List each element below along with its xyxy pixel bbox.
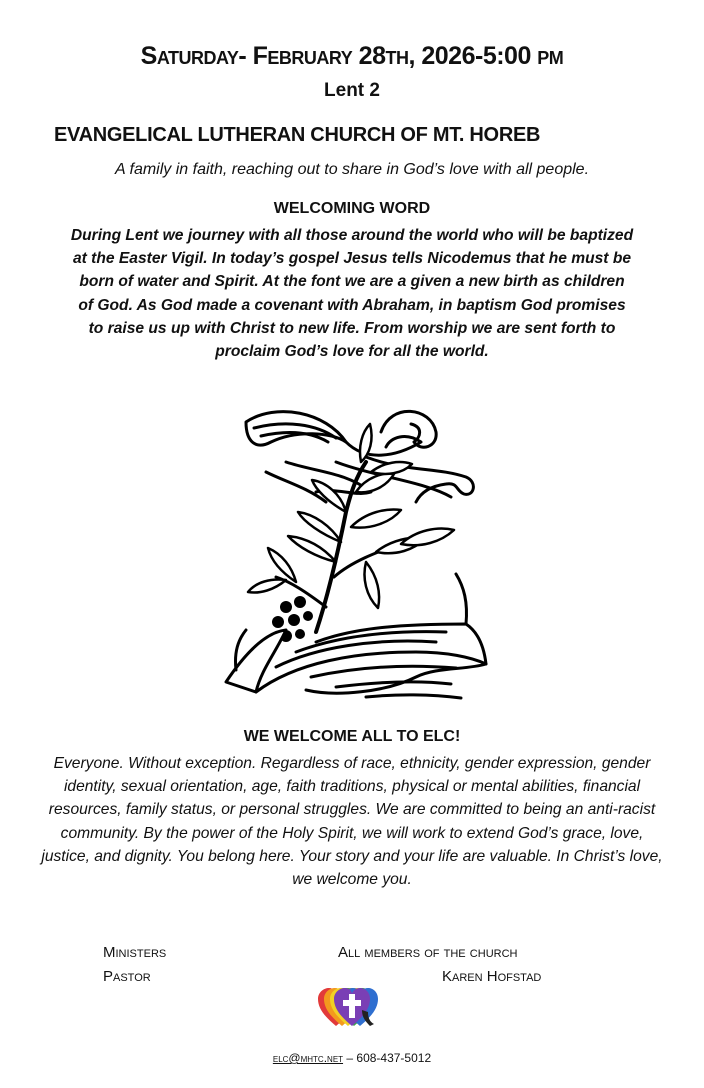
pastor-label: Pastor xyxy=(103,968,151,985)
footer-phone: 608-437-5012 xyxy=(356,1051,432,1065)
pastor-value: Karen Hofstad xyxy=(442,968,542,985)
ministers-value: All members of the church xyxy=(338,944,518,961)
service-date: Saturday- February 28th, 2026-5:00 pm xyxy=(140,42,564,70)
welcoming-word-body: During Lent we journey with all those around the world who will be baptized at the Easter Vigil. In today’s gospel Jesus tells Nicodemus that he must be born of water and Spirit. At the font we are a given a new birth as children of God. As God made a covenant with Abraham, in baptism God promises to raise us up with Christ to new life. From worship we are sent forth to proclaim God’s love for all the world. xyxy=(70,227,634,361)
church-name: EVANGELICAL LUTHERAN CHURCH OF MT. HOREB xyxy=(54,124,541,146)
footer-separator: – xyxy=(343,1051,357,1065)
ministers-label: Ministers xyxy=(103,944,167,961)
baptism-water-olive-branch-icon xyxy=(216,402,496,702)
rainbow-heart-cross-icon xyxy=(316,986,380,1028)
service-name: Lent 2 xyxy=(324,80,380,101)
footer-contact xyxy=(0,1051,704,1065)
tagline: A family in faith, reaching out to share in God’s love with all people. xyxy=(114,161,590,178)
footer-email-link[interactable]: elc@mhtc.net xyxy=(272,1051,344,1065)
welcome-all-heading: WE WELCOME ALL TO ELC! xyxy=(243,728,461,745)
welcoming-word-heading: WELCOMING WORD xyxy=(273,200,431,217)
welcome-all-body: Everyone. Without exception. Regardless of race, ethnicity, gender expression, gender identity, sexual orientation, age, faith traditions, physical or mental abilities, financial resources, family status, or personal struggles. We are committed to being an anti-racist community. By the power of the Holy Spirit, we will work to extend God’s grace, love, justice, and dignity. You belong here. Your story and your life are valuable. In Christ’s love, we welcome you. xyxy=(41,755,663,889)
